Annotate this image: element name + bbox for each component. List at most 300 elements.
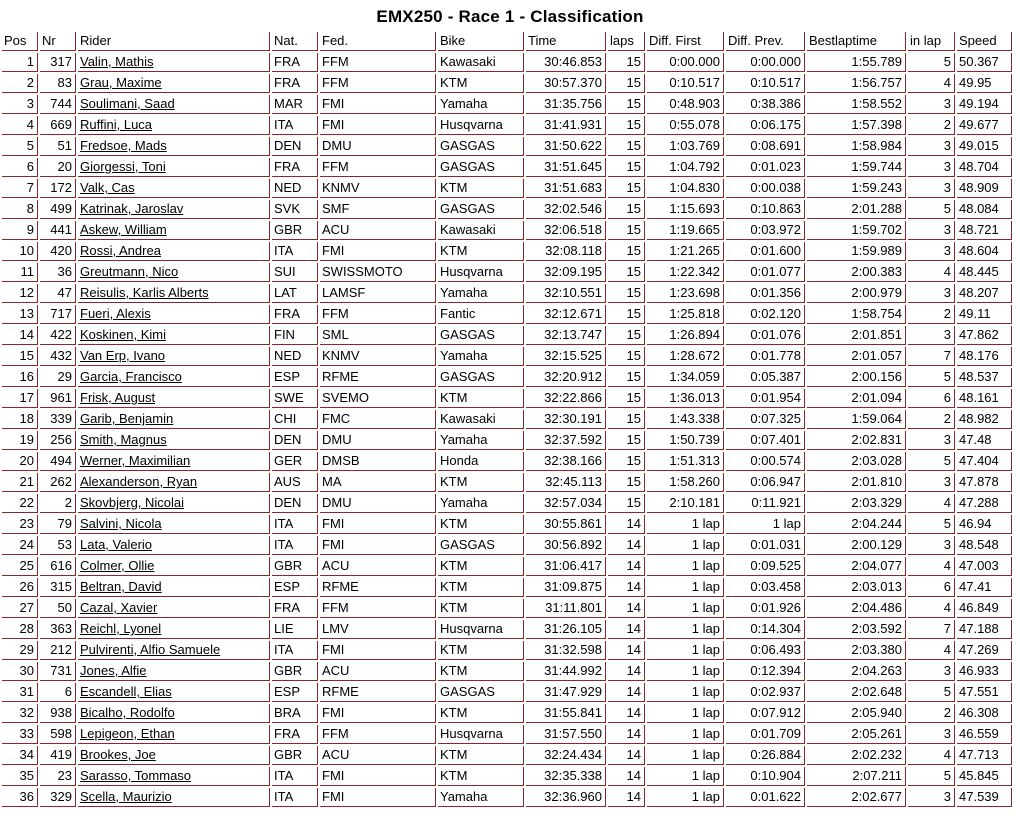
rider-link[interactable]: Valin, Mathis [80,54,154,69]
rider-link[interactable]: Scella, Maurizio [80,789,172,804]
cell-in_lap: 5 [908,200,955,219]
cell-nr: 53 [40,536,76,555]
cell-speed: 48.604 [957,242,1012,261]
cell-fed: SVEMO [320,389,436,408]
cell-time: 32:57.034 [526,494,606,513]
cell-rider [78,704,270,723]
cell-speed: 46.308 [957,704,1012,723]
cell-fed: FMI [320,704,436,723]
cell-speed: 47.288 [957,494,1012,513]
cell-bestlaptime: 2:01.057 [807,347,906,366]
cell-nr: 731 [40,662,76,681]
column-header-bestlaptime: Bestlaptime [807,32,906,51]
cell-nr: 329 [40,788,76,807]
cell-rider [78,53,270,72]
cell-fed: ACU [320,662,436,681]
cell-diff_prev: 0:12.394 [726,662,805,681]
cell-fed: FMI [320,95,436,114]
cell-diff_first: 1:25.818 [647,305,724,324]
cell-nat: LIE [272,620,318,639]
cell-nr: 744 [40,95,76,114]
cell-nr: 2 [40,494,76,513]
cell-speed: 47.269 [957,641,1012,660]
cell-nr: 441 [40,221,76,240]
table-row [2,74,1012,93]
cell-bike: Yamaha [438,284,524,303]
rider-link[interactable]: Ruffini, Luca [80,117,153,132]
cell-fed: ACU [320,746,436,765]
cell-laps: 15 [608,221,645,240]
table-row [2,662,1012,681]
cell-bestlaptime: 2:02.677 [807,788,906,807]
cell-diff_first: 1:26.894 [647,326,724,345]
cell-nr: 79 [40,515,76,534]
cell-bike: Kawasaki [438,410,524,429]
cell-bike: GASGAS [438,200,524,219]
cell-diff_prev: 0:07.912 [726,704,805,723]
cell-speed: 47.551 [957,683,1012,702]
rider-link[interactable]: Brookes, Joe [80,747,156,762]
cell-laps: 15 [608,473,645,492]
cell-speed: 49.677 [957,116,1012,135]
cell-bike: Husqvarna [438,263,524,282]
cell-laps: 14 [608,767,645,786]
cell-bestlaptime: 2:00.383 [807,263,906,282]
table-row [2,410,1012,429]
rider-link[interactable]: Frisk, August [80,390,156,405]
cell-rider [78,326,270,345]
cell-time: 32:20.912 [526,368,606,387]
cell-nr: 51 [40,137,76,156]
cell-fed: FMI [320,788,436,807]
cell-nr: 262 [40,473,76,492]
cell-pos: 10 [2,242,38,261]
table-row [2,53,1012,72]
cell-nr: 212 [40,641,76,660]
cell-nr: 256 [40,431,76,450]
cell-bike: KTM [438,662,524,681]
cell-bike: KTM [438,74,524,93]
cell-pos: 33 [2,725,38,744]
cell-fed: RFME [320,368,436,387]
cell-time: 32:45.113 [526,473,606,492]
cell-speed: 47.003 [957,557,1012,576]
cell-in_lap: 3 [908,137,955,156]
cell-nat: GBR [272,662,318,681]
table-row [2,221,1012,240]
cell-bike: KTM [438,641,524,660]
rider-link[interactable]: Cazal, Xavier [80,600,158,615]
cell-diff_first: 0:10.517 [647,74,724,93]
table-row [2,158,1012,177]
cell-pos: 4 [2,116,38,135]
cell-bestlaptime: 2:00.129 [807,536,906,555]
cell-bestlaptime: 2:00.156 [807,368,906,387]
cell-speed: 48.161 [957,389,1012,408]
cell-fed: DMU [320,431,436,450]
rider-link[interactable]: Katrinak, Jaroslav [80,201,184,216]
cell-diff_prev: 0:07.401 [726,431,805,450]
column-header-bike: Bike [438,32,524,51]
cell-speed: 47.539 [957,788,1012,807]
cell-speed: 46.849 [957,599,1012,618]
cell-speed: 48.176 [957,347,1012,366]
column-header-pos: Pos [2,32,38,51]
cell-diff_first: 0:00.000 [647,53,724,72]
rider-link[interactable]: Rossi, Andrea [80,243,161,258]
cell-rider [78,95,270,114]
table-row [2,347,1012,366]
column-header-laps: laps [608,32,645,51]
cell-diff_first: 1:04.830 [647,179,724,198]
cell-time: 30:56.892 [526,536,606,555]
cell-in_lap: 4 [908,599,955,618]
cell-time: 31:51.683 [526,179,606,198]
cell-nat: FRA [272,53,318,72]
cell-rider [78,242,270,261]
cell-pos: 17 [2,389,38,408]
cell-laps: 14 [608,599,645,618]
cell-diff_first: 1 lap [647,746,724,765]
cell-pos: 2 [2,74,38,93]
rider-link[interactable]: Garib, Benjamin [80,411,174,426]
cell-nat: NED [272,179,318,198]
cell-pos: 29 [2,641,38,660]
cell-speed: 48.548 [957,536,1012,555]
cell-fed: ACU [320,221,436,240]
cell-bike: GASGAS [438,326,524,345]
cell-diff_first: 1:21.265 [647,242,724,261]
cell-diff_prev: 1 lap [726,515,805,534]
table-row [2,746,1012,765]
table-row [2,326,1012,345]
rider-link[interactable]: Reichl, Lyonel [80,621,162,636]
table-row [2,242,1012,261]
cell-diff_prev: 0:26.884 [726,746,805,765]
cell-laps: 15 [608,137,645,156]
rider-link[interactable]: Fredsoe, Mads [80,138,167,153]
cell-fed: RFME [320,578,436,597]
cell-in_lap: 3 [908,179,955,198]
cell-bestlaptime: 1:58.754 [807,305,906,324]
cell-diff_first: 1 lap [647,620,724,639]
rider-link[interactable]: Soulimani, Saad [80,96,175,111]
table-row [2,725,1012,744]
cell-in_lap: 4 [908,557,955,576]
cell-nr: 616 [40,557,76,576]
table-row [2,536,1012,555]
cell-in_lap: 7 [908,347,955,366]
cell-diff_prev: 0:14.304 [726,620,805,639]
cell-pos: 26 [2,578,38,597]
cell-pos: 22 [2,494,38,513]
cell-laps: 15 [608,494,645,513]
cell-pos: 18 [2,410,38,429]
cell-bestlaptime: 2:04.486 [807,599,906,618]
cell-fed: KNMV [320,179,436,198]
cell-fed: FMI [320,536,436,555]
cell-in_lap: 3 [908,95,955,114]
cell-bike: GASGAS [438,137,524,156]
table-row [2,599,1012,618]
cell-nat: ESP [272,578,318,597]
cell-speed: 46.94 [957,515,1012,534]
cell-laps: 15 [608,368,645,387]
cell-nr: 494 [40,452,76,471]
cell-bestlaptime: 1:59.064 [807,410,906,429]
cell-laps: 14 [608,746,645,765]
cell-bestlaptime: 2:05.261 [807,725,906,744]
cell-nat: FRA [272,158,318,177]
cell-fed: SMF [320,200,436,219]
cell-laps: 15 [608,200,645,219]
cell-pos: 6 [2,158,38,177]
cell-speed: 48.982 [957,410,1012,429]
cell-diff_first: 1:15.693 [647,200,724,219]
cell-bestlaptime: 2:03.592 [807,620,906,639]
cell-laps: 15 [608,326,645,345]
cell-bestlaptime: 2:03.329 [807,494,906,513]
rider-link[interactable]: Giorgessi, Toni [80,159,166,174]
cell-pos: 32 [2,704,38,723]
cell-in_lap: 2 [908,410,955,429]
cell-rider [78,221,270,240]
cell-pos: 1 [2,53,38,72]
cell-time: 31:11.801 [526,599,606,618]
rider-link[interactable]: Lepigeon, Ethan [80,726,175,741]
cell-diff_prev: 0:01.622 [726,788,805,807]
cell-bike: Fantic [438,305,524,324]
cell-diff_prev: 0:01.023 [726,158,805,177]
cell-diff_prev: 0:01.954 [726,389,805,408]
cell-time: 32:37.592 [526,431,606,450]
rider-link[interactable]: Sarasso, Tommaso [80,768,192,783]
rider-link[interactable]: Salvini, Nicola [80,516,162,531]
cell-time: 31:51.645 [526,158,606,177]
rider-link[interactable]: Greutmann, Nico [80,264,179,279]
rider-link[interactable]: Pulvirenti, Alfio Samuele [80,642,221,657]
cell-fed: DMU [320,494,436,513]
cell-diff_first: 1:23.698 [647,284,724,303]
cell-pos: 34 [2,746,38,765]
cell-bestlaptime: 1:56.757 [807,74,906,93]
cell-nr: 419 [40,746,76,765]
cell-time: 31:57.550 [526,725,606,744]
rider-link[interactable]: Werner, Maximilian [80,453,191,468]
cell-nr: 47 [40,284,76,303]
cell-bestlaptime: 1:59.243 [807,179,906,198]
cell-laps: 15 [608,74,645,93]
cell-rider [78,494,270,513]
cell-bike: KTM [438,557,524,576]
table-row [2,767,1012,786]
cell-laps: 15 [608,53,645,72]
cell-fed: FFM [320,74,436,93]
rider-link[interactable]: Askew, William [80,222,167,237]
cell-rider [78,179,270,198]
table-row [2,788,1012,807]
cell-bike: KTM [438,473,524,492]
cell-in_lap: 6 [908,578,955,597]
cell-speed: 48.445 [957,263,1012,282]
cell-laps: 14 [608,662,645,681]
cell-rider [78,452,270,471]
cell-bike: KTM [438,578,524,597]
cell-rider [78,389,270,408]
table-row [2,431,1012,450]
rider-link[interactable]: Valk, Cas [80,180,135,195]
cell-diff_prev: 0:01.778 [726,347,805,366]
cell-rider [78,158,270,177]
cell-speed: 49.11 [957,305,1012,324]
table-row [2,305,1012,324]
cell-rider [78,599,270,618]
cell-in_lap: 7 [908,620,955,639]
cell-rider [78,662,270,681]
cell-diff_prev: 0:08.691 [726,137,805,156]
cell-diff_first: 2:10.181 [647,494,724,513]
cell-laps: 14 [608,620,645,639]
cell-speed: 46.933 [957,662,1012,681]
rider-link[interactable]: Alexanderson, Ryan [80,474,198,489]
rider-link[interactable]: Smith, Magnus [80,432,167,447]
table-row [2,137,1012,156]
cell-rider [78,137,270,156]
rider-link[interactable]: Koskinen, Kimi [80,327,166,342]
cell-in_lap: 4 [908,74,955,93]
cell-rider [78,284,270,303]
table-row [2,515,1012,534]
cell-in_lap: 4 [908,494,955,513]
cell-nat: ITA [272,515,318,534]
rider-link[interactable]: Reisulis, Karlis Alberts [80,285,209,300]
cell-bestlaptime: 2:03.380 [807,641,906,660]
cell-fed: SML [320,326,436,345]
rider-link[interactable]: Colmer, Ollie [80,558,155,573]
cell-bestlaptime: 1:55.789 [807,53,906,72]
cell-diff_prev: 0:06.175 [726,116,805,135]
cell-nat: GER [272,452,318,471]
rider-link[interactable]: Grau, Maxime [80,75,162,90]
cell-pos: 5 [2,137,38,156]
rider-link[interactable]: Fueri, Alexis [80,306,151,321]
cell-diff_prev: 0:01.077 [726,263,805,282]
table-row [2,200,1012,219]
cell-bike: Husqvarna [438,725,524,744]
cell-in_lap: 3 [908,725,955,744]
cell-bestlaptime: 2:03.013 [807,578,906,597]
rider-link[interactable]: Beltran, David [80,579,162,594]
cell-fed: LMV [320,620,436,639]
cell-bike: Kawasaki [438,221,524,240]
cell-diff_prev: 0:11.921 [726,494,805,513]
cell-bike: Yamaha [438,347,524,366]
cell-diff_first: 1 lap [647,536,724,555]
rider-link[interactable]: Bicalho, Rodolfo [80,705,175,720]
cell-diff_prev: 0:01.600 [726,242,805,261]
cell-time: 32:09.195 [526,263,606,282]
table-row [2,494,1012,513]
cell-nat: SUI [272,263,318,282]
column-header-diff_prev: Diff. Prev. [726,32,805,51]
cell-bestlaptime: 2:02.648 [807,683,906,702]
column-header-speed: Speed [957,32,1012,51]
cell-bestlaptime: 1:59.702 [807,221,906,240]
cell-nat: DEN [272,431,318,450]
cell-laps: 14 [608,515,645,534]
cell-in_lap: 3 [908,284,955,303]
cell-laps: 14 [608,683,645,702]
cell-bike: Yamaha [438,431,524,450]
rider-link[interactable]: Garcia, Francisco [80,369,182,384]
column-header-time: Time [526,32,606,51]
cell-nat: DEN [272,494,318,513]
table-row [2,620,1012,639]
rider-link[interactable]: Lata, Valerio [80,537,153,552]
cell-fed: LAMSF [320,284,436,303]
cell-laps: 14 [608,641,645,660]
cell-nat: GBR [272,746,318,765]
cell-nr: 598 [40,725,76,744]
cell-nr: 717 [40,305,76,324]
cell-diff_prev: 0:01.076 [726,326,805,345]
cell-laps: 14 [608,704,645,723]
table-row [2,179,1012,198]
cell-bike: KTM [438,767,524,786]
cell-bike: Husqvarna [438,116,524,135]
table-row [2,263,1012,282]
cell-time: 31:26.105 [526,620,606,639]
cell-speed: 47.862 [957,326,1012,345]
cell-nr: 961 [40,389,76,408]
cell-nr: 422 [40,326,76,345]
rider-link[interactable]: Escandell, Elias [80,684,172,699]
cell-in_lap: 3 [908,662,955,681]
cell-laps: 14 [608,557,645,576]
cell-fed: FFM [320,53,436,72]
cell-diff_prev: 0:07.325 [726,410,805,429]
cell-fed: FMI [320,641,436,660]
column-header-nr: Nr [40,32,76,51]
cell-laps: 15 [608,347,645,366]
column-header-diff_first: Diff. First [647,32,724,51]
cell-diff_first: 1 lap [647,599,724,618]
cell-rider [78,473,270,492]
cell-bestlaptime: 2:07.211 [807,767,906,786]
cell-pos: 35 [2,767,38,786]
rider-link[interactable]: Jones, Alfie [80,663,147,678]
column-header-fed: Fed. [320,32,436,51]
cell-speed: 48.207 [957,284,1012,303]
cell-in_lap: 5 [908,683,955,702]
cell-diff_prev: 0:03.458 [726,578,805,597]
cell-laps: 15 [608,389,645,408]
rider-link[interactable]: Van Erp, Ivano [80,348,166,363]
cell-pos: 13 [2,305,38,324]
cell-nat: ITA [272,242,318,261]
cell-speed: 49.194 [957,95,1012,114]
cell-rider [78,746,270,765]
cell-fed: FMI [320,242,436,261]
cell-laps: 15 [608,263,645,282]
cell-in_lap: 3 [908,221,955,240]
rider-link[interactable]: Skovbjerg, Nicolai [80,495,185,510]
cell-time: 31:41.931 [526,116,606,135]
cell-nr: 420 [40,242,76,261]
cell-fed: RFME [320,683,436,702]
cell-bike: Yamaha [438,494,524,513]
cell-bike: KTM [438,515,524,534]
